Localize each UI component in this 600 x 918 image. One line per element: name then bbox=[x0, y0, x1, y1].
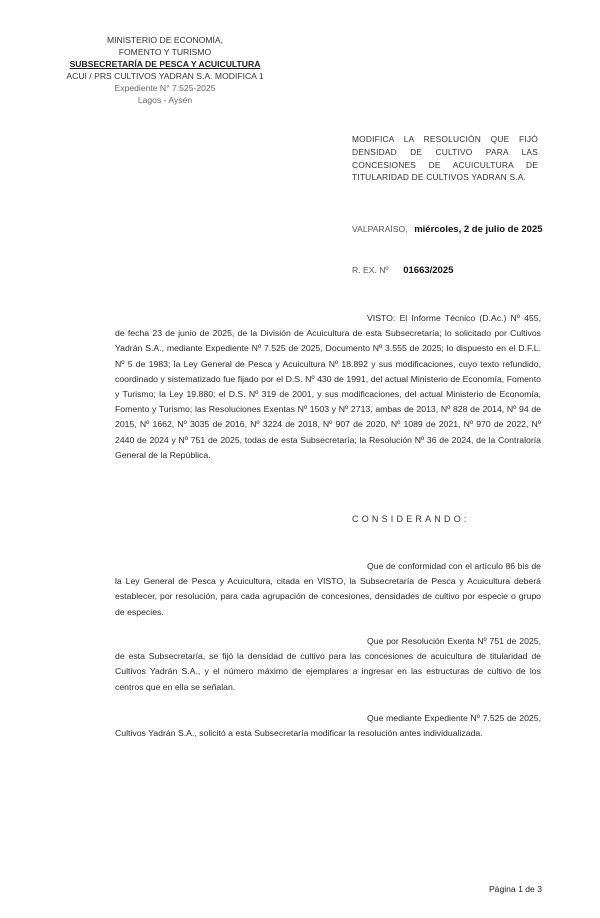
header-region: Lagos - Aysén bbox=[137, 95, 193, 105]
considerando-paragraph-2 bbox=[115, 634, 541, 695]
dateline bbox=[352, 224, 543, 235]
header-subsecretaria: SUBSECRETARÍA DE PESCA Y ACUICULTURA bbox=[69, 59, 261, 69]
ministry-header bbox=[60, 34, 270, 106]
visto-text: VISTO: El Informe Técnico (D.Ac.) Nº 455, de fecha 23 de junio de 2025, de la División de Acuicultura de esta Subsecretaría; lo solicitado por Cultivos Yadrán S.A., mediante Expediente Nº 7.525 de 2025, Documento Nº 3.555 de 2025; lo dispuesto en el D.F.L. Nº 5 de 1983; la Ley General de Pesca y Acuicultura Nº 18.892 y sus modificaciones, cuyo texto refundido, coordinado y sistematizado fue fijado por el D.S. Nº 430 de 1991, del actual Ministerio de Economía, Fomento y Turismo; la Ley 19.880; el D.S. Nº 319 de 2001, y sus modificaciones, del actual Ministerio de Economía, Fomento y Turismo; las Resoluciones Exentas Nº 1503 y Nº 2713, ambas de 2013, Nº 828 de 2014, Nº 94 de 2015, Nº 1662, Nº 3035 de 2016, Nº 3224 de 2018, Nº 907 de 2020, Nº 1089 de 2021, Nº 970 de 2022, Nº 2440 de 2024 y Nº 751 de 2025, todas de esta Subsecretaría; la Resolución Nº 36 de 2024, de la Contraloría General de la República. bbox=[115, 313, 541, 460]
dateline-date: miércoles, 2 de julio de 2025 bbox=[414, 224, 543, 235]
resolution-number-value: 01663/2025 bbox=[403, 265, 454, 276]
resolution-number bbox=[352, 265, 453, 276]
considerando-heading: CONSIDERANDO: bbox=[352, 514, 470, 524]
considerando-paragraph-1 bbox=[115, 559, 541, 620]
considerando-text-2: Que por Resolución Exenta Nº 751 de 2025, de esta Subsecretaría, se fijó la densidad de cultivo para las concesiones de acuicultura de titularidad de Cultivos Yadrán S.A., y el número máximo de ejemplares a ingresar en las estructuras de cultivo de los centros que en ella se señalan. bbox=[115, 636, 541, 692]
considerando-text-1: Que de conformidad con el artículo 86 bis de la Ley General de Pesca y Acuicultura, citada en VISTO, la Subsecretaría de Pesca y Acuicultura deberá establecer, por resolución, para cada agrupación de concesiones, densidades de cultivo por especie o grupo de especies. bbox=[115, 561, 541, 617]
resolution-number-label: R. EX. Nº bbox=[352, 265, 389, 275]
header-ministry: MINISTERIO DE ECONOMÍA, bbox=[106, 35, 224, 45]
header-ministry-sub: FOMENTO Y TURISMO bbox=[118, 47, 212, 57]
header-reference: ACUI / PRS CULTIVOS YADRAN S.A. MODIFICA 1 bbox=[66, 71, 264, 81]
considerando-paragraph-3 bbox=[115, 711, 541, 741]
header-expediente: Expediente N° 7.525-2025 bbox=[114, 83, 216, 93]
visto-paragraph bbox=[115, 311, 541, 463]
dateline-city: VALPARAÍSO, bbox=[352, 224, 408, 234]
considerando-text-3: Que mediante Expediente Nº 7.525 de 2025, Cultivos Yadrán S.A., solicitó a esta Subsecretaría modificar la resolución antes individualizada. bbox=[115, 713, 541, 739]
page-number: Página 1 de 3 bbox=[488, 884, 542, 894]
resolution-summary: MODIFICA LA RESOLUCIÓN QUE FIJÓ DENSIDAD DE CULTIVO PARA LAS CONCESIONES DE ACUICULTURA DE TITULARIDAD DE CULTIVOS YADRAN S.A. bbox=[352, 134, 538, 183]
